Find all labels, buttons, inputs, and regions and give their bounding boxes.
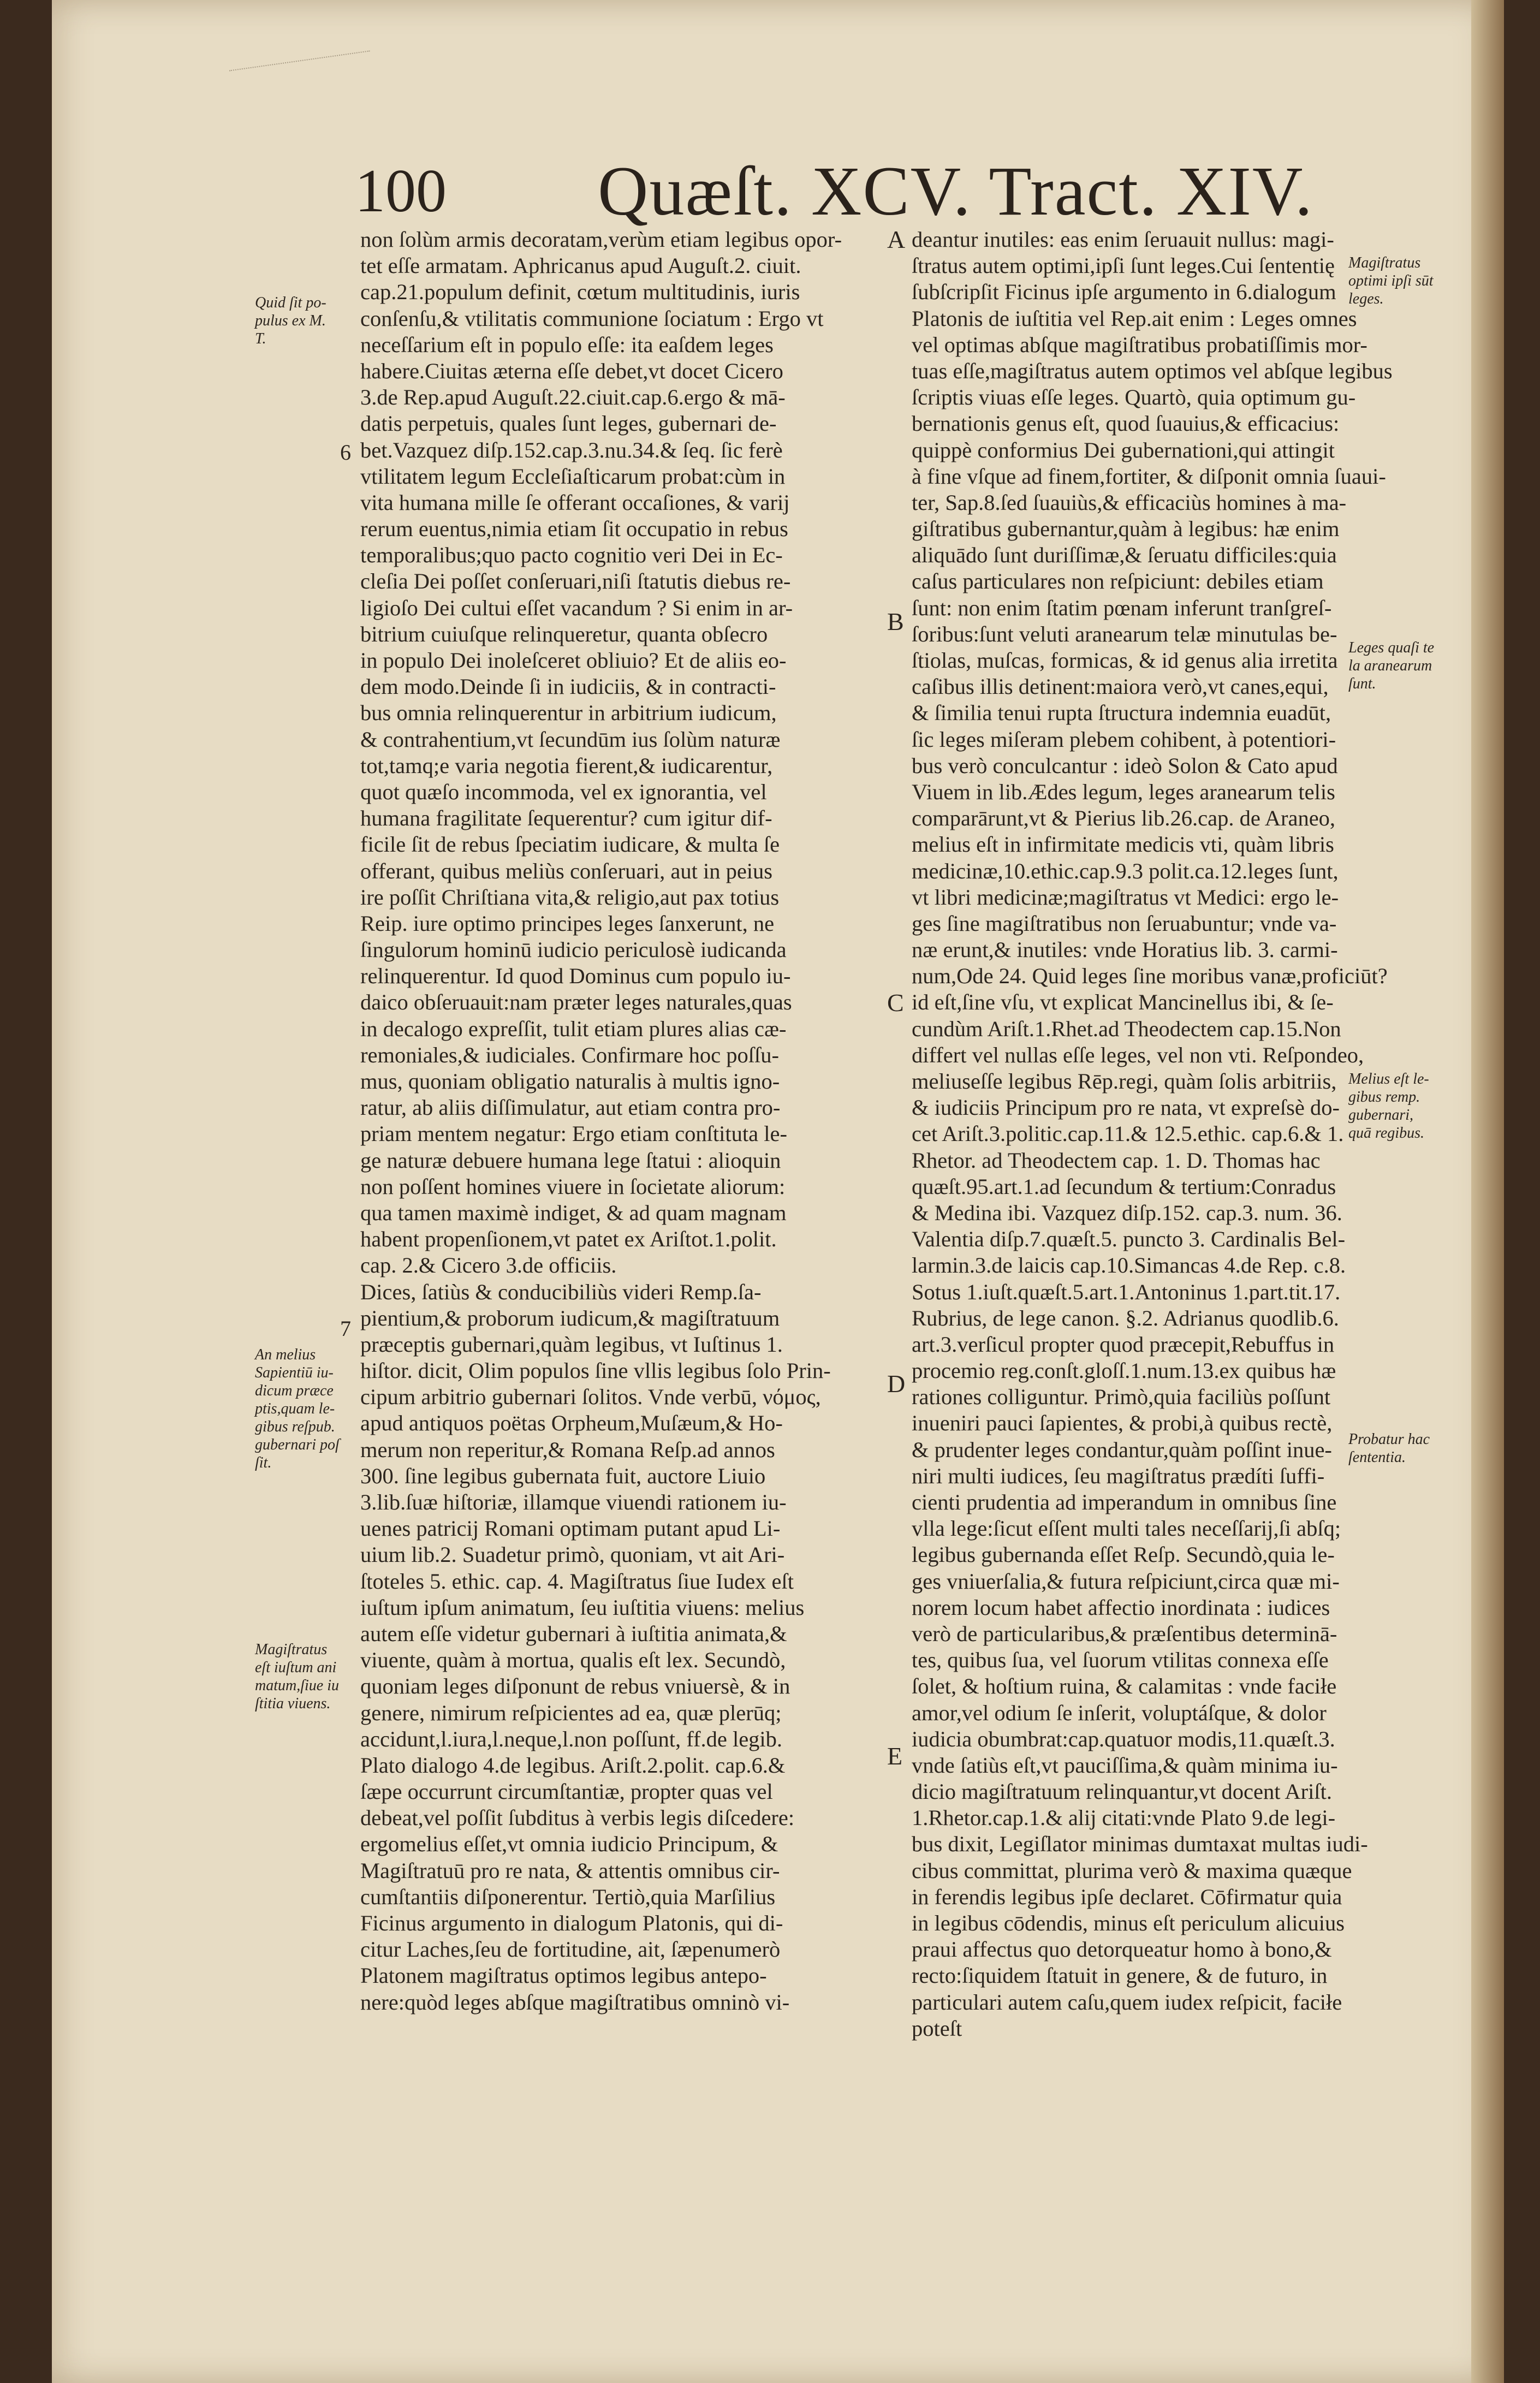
text-line: Ficinus argumento in dialogum Platonis, qui di- — [360, 1911, 783, 1935]
text-line: ſtoteles 5. ethic. cap. 4. Magiſtratus ſiue Iudex eſt — [360, 1568, 794, 1594]
text-line: nere:quòd leges abſque magiſtratibus omninò vi- — [360, 1989, 790, 2014]
section-letter-b: B — [887, 608, 904, 635]
text-line: ter, Sap.8.ſed ſuauiùs,& efficaciùs homines à ma- — [912, 490, 1347, 515]
page-header — [52, 152, 1504, 230]
text-line: priam mentem negatur: Ergo etiam conſtituta le- — [360, 1121, 787, 1146]
text-line: medicinæ,10.ethic.cap.9.3 polit.ca.12.leges ſunt, — [912, 858, 1339, 883]
text-line: ergomelius eſſet,vt omnia iudicio Principum, & — [360, 1832, 778, 1857]
text-line: neceſſarium eſt in populo eſſe: ita eaſdem leges — [360, 332, 774, 357]
text-line: caſibus illis detinent:maiora verò,vt canes,equi, — [912, 674, 1329, 699]
text-line: genere, nimirum reſpicientes ad ea, quæ plerūq; — [360, 1700, 782, 1725]
text-line: relinquerentur. Id quod Dominus cum populo iu- — [360, 964, 791, 989]
text-line: vlla lege:ſicut eſſent multi tales neceſſarij,ſi abſq; — [912, 1516, 1341, 1541]
text-line: legibus gubernanda eſſet Reſp. Secundò,quia le- — [912, 1542, 1335, 1567]
text-line: præceptis gubernari,quàm legibus, vt Iuſtinus 1. — [360, 1332, 783, 1357]
text-line: vtilitatem legum Eccleſiaſticarum probat:cùm in — [360, 463, 786, 489]
text-line: cleſia Dei poſſet conſeruari,niſi ſtatutis diebus re- — [360, 569, 791, 594]
text-line: ſæpe occurrunt circumſtantiæ, propter quas vel — [360, 1779, 773, 1804]
text-line: ficile ſit de rebus ſpeciatim iudicare, & multa ſe — [360, 832, 780, 857]
text-line: cap. 2.& Cicero 3.de officiis. — [360, 1253, 617, 1278]
margin-note-line: leges. — [1348, 290, 1384, 307]
text-line: næ erunt,& inutiles: vnde Horatius lib. 3. carmi- — [912, 937, 1338, 962]
margin-note-line: matum,ſiue iu — [255, 1677, 339, 1694]
text-line: vnde ſatiùs eſt,vt pauciſſima,& quàm minima iu- — [912, 1752, 1338, 1778]
text-line: & iudiciis Principum pro re nata, vt expreſsè do- — [912, 1095, 1340, 1120]
margin-note-line: dicum præce — [255, 1382, 334, 1399]
margin-note-line: pulus ex M. — [255, 312, 326, 329]
margin-note-line: gubernari, — [1348, 1107, 1413, 1124]
section-letter-c: C — [887, 989, 904, 1017]
text-line: rerum euentus,nimia etiam ſit occupatio in rebus — [360, 516, 788, 542]
text-line: amor,vel odium ſe inſerit, voluptáſque, & dolor — [912, 1700, 1327, 1725]
margin-note-left-2 — [255, 1346, 340, 1472]
margin-note-line: An melius — [255, 1346, 316, 1363]
text-line: giſtratibus gubernantur,quàm à legibus: hæ enim — [912, 516, 1340, 542]
text-line: differt vel nullas eſſe leges, vel non vti. Reſpondeo, — [912, 1042, 1364, 1067]
text-line: ge naturæ debuere humana lege ſtatui : alioquin — [360, 1148, 781, 1173]
text-line: id eſt,ſine vſu, vt explicat Mancinellus ibi, & ſe- — [912, 990, 1334, 1015]
text-line: Platonis de iuſtitia vel Rep.ait enim : Leges omnes — [912, 306, 1357, 331]
text-line: Platonem magiſtratus optimos legibus antepo- — [360, 1963, 767, 1988]
text-line: bus dixit, Legiſlator minimas dumtaxat multas iudi- — [912, 1832, 1368, 1857]
paragraph-number-6: 6 — [340, 440, 351, 465]
text-line: bus verò conculcantur : ideò Solon & Cato apud — [912, 753, 1338, 778]
margin-note-line: ptis,quam le- — [255, 1400, 335, 1417]
text-line: ſingulorum hominū iudicio periculosè iudicanda — [360, 937, 787, 962]
left-text-column — [360, 227, 879, 2016]
margin-note-line: ſunt. — [1348, 675, 1376, 692]
text-line: mus, quoniam obligatio naturalis à multis igno- — [360, 1069, 780, 1094]
text-line: rationes colliguntur. Primò,quia faciliùs poſſunt — [912, 1384, 1331, 1410]
text-line: vel optimas abſque magiſtratibus probatiſſimis mor- — [912, 332, 1367, 357]
text-line: iudicia obumbrat:cap.quatuor modis,11.quæſt.3. — [912, 1726, 1335, 1751]
margin-note-line: gibus remp. — [1348, 1089, 1420, 1106]
text-line: verò de particularibus,& præſentibus determinā- — [912, 1621, 1337, 1646]
margin-note-line: Melius eſt le- — [1348, 1071, 1429, 1087]
text-line: poteſt — [912, 2016, 962, 2041]
text-line: art.3.verſicul propter quod præcepit,Rebuffus in — [912, 1332, 1335, 1357]
text-line: Reip. iure optimo principes leges ſanxerunt, ne — [360, 911, 775, 936]
text-line: caſus particulares non reſpiciunt: debiles etiam — [912, 569, 1324, 594]
text-line: quæſt.95.art.1.ad ſecundum & tertium:Conradus — [912, 1174, 1336, 1199]
margin-note-line: optimi ipſi sūt — [1348, 272, 1434, 289]
text-line: in legibus cōdendis, minus eſt periculum alicuius — [912, 1911, 1345, 1935]
text-line: tuas eſſe,magiſtratus autem optimos vel abſque legibus — [912, 358, 1393, 383]
text-line: viuente, quàm à mortua, qualis eſt lex. Secundò, — [360, 1648, 786, 1673]
margin-note-line: T. — [255, 330, 266, 347]
text-line: norem locum habet affectio inordinata : iudices — [912, 1595, 1330, 1620]
text-line: iuſtum ipſum animatum, ſeu iuſtitia viuens: melius — [360, 1595, 805, 1620]
book-page — [52, 0, 1504, 2383]
text-line: apud antiquos poëtas Orpheum,Muſæum,& Ho- — [360, 1411, 783, 1436]
text-line: cundùm Ariſt.1.Rhet.ad Theodectem cap.15.Non — [912, 1016, 1341, 1041]
section-letter-e: E — [887, 1742, 903, 1770]
text-line: niri multi iudices, ſeu magiſtratus prædíti ſuffi- — [912, 1463, 1325, 1488]
text-line: 1.Rhetor.cap.1.& alij citati:vnde Plato 9.de legi- — [912, 1805, 1336, 1831]
margin-note-line: ſtitia viuens. — [255, 1695, 331, 1712]
margin-note-line: gubernari poſ — [255, 1436, 340, 1453]
text-line: ire poſſit Chriſtiana vita,& religio,aut pax totius — [360, 884, 780, 910]
margin-note-line: Magiſtratus — [255, 1641, 328, 1658]
text-line: ratur, ab aliis diſſimulatur, aut etiam contra pro- — [360, 1095, 781, 1120]
decorative-stamp-mark — [229, 50, 377, 120]
text-line: ſtratus autem optimi,ipſi ſunt leges.Cui ſententię — [912, 253, 1335, 278]
margin-note-line: la aranearum — [1348, 657, 1432, 674]
text-line: ſcriptis viuas eſſe leges. Quartò, quia optimum gu- — [912, 385, 1356, 410]
margin-note-line: eſt iuſtum ani — [255, 1659, 337, 1676]
text-line: recto:ſiquidem ſtatuit in genere, & de futuro, in — [912, 1963, 1328, 1988]
section-letter-d: D — [887, 1370, 906, 1398]
text-line: ges ſine magiſtratibus non ſeruabuntur; vnde va- — [912, 911, 1337, 936]
text-line: conſenſu,& vtilitatis communione ſociatum : Ergo vt — [360, 306, 824, 331]
text-line: & prudenter leges condantur,quàm poſſint inue- — [912, 1437, 1332, 1462]
text-line: bitrium cuiuſque relinqueretur, quanta obſecro — [360, 621, 768, 646]
text-line: Valentia diſp.7.quæſt.5. puncto 3. Cardinalis Bel- — [912, 1227, 1346, 1252]
text-line: qua tamen maximè indiget, & ad quam magnam — [360, 1200, 787, 1225]
margin-note-line: Leges quaſi te — [1348, 639, 1435, 656]
text-line: merum non reperitur,& Romana Reſp.ad annos — [360, 1437, 775, 1462]
text-line: hiſtor. dicit, Olim populos ſine vllis legibus ſolo Prin- — [360, 1358, 831, 1383]
section-letter-a: A — [887, 225, 906, 253]
text-line: ſoribus:ſunt veluti aranearum telæ minutulas be- — [912, 621, 1337, 646]
text-line: non poſſent homines viuere in ſocietate aliorum: — [360, 1174, 786, 1199]
text-line: Viuem in lib.Ædes legum, leges aranearum telis — [912, 779, 1335, 804]
text-line: 3.lib.ſuæ hiſtoriæ, illamque viuendi rationem iu- — [360, 1490, 787, 1514]
text-line: & contrahentium,vt ſecundūm ius ſolùm naturæ — [360, 727, 781, 752]
text-line: bernationis genus eſt, quod ſuauius,& efficacius: — [912, 411, 1340, 436]
text-line: ſubſcripſit Ficinus ipſe argumento in 6.dialogum — [912, 280, 1336, 305]
text-line: inueniri pauci ſapientes, & probi,à quibus rectè, — [912, 1411, 1333, 1436]
text-line: cap.21.populum definit, cœtum multitudinis, iuris — [360, 280, 800, 305]
text-line: offerant, quibus meliùs conſeruari, aut in peius — [360, 858, 773, 883]
text-line: & ſimilia tenui rupta ſtructura indemnia euadūt, — [912, 700, 1331, 726]
text-line: tes, quibus ſua, vel ſuorum vtilitas connexa eſſe — [912, 1648, 1329, 1673]
text-line: quippè conformius Dei gubernationi,qui attingit — [912, 437, 1335, 462]
text-line: pientium,& proborum iudicum,& magiſtratuum — [360, 1305, 780, 1330]
margin-note-line: Sapientiū iu- — [255, 1364, 334, 1381]
text-line: ges vniuerſalia,& futura reſpiciunt,circa quæ mi- — [912, 1568, 1340, 1594]
text-line: particulari autem caſu,quem iudex reſpicit, faciłe — [912, 1989, 1342, 2014]
paragraph-number-7: 7 — [340, 1316, 351, 1341]
margin-note-left-1 — [255, 294, 326, 348]
text-line: non ſolùm armis decoratam,verùm etiam legibus opor- — [360, 227, 842, 252]
text-line: Plato dialogo 4.de legibus. Ariſt.2.polit. cap.6.& — [360, 1752, 786, 1778]
text-line: cet Ariſt.3.politic.cap.11.& 12.5.ethic. cap.6.& 1. — [912, 1121, 1344, 1146]
text-line: accidunt,l.iura,l.neque,l.non poſſunt, ff.de legib. — [360, 1726, 783, 1751]
margin-note-right-2 — [1348, 639, 1434, 693]
text-line: tet eſſe armatam. Aphricanus apud Auguſt.2. ciuit. — [360, 253, 801, 278]
text-line: in ferendis legibus ipſe declaret. Cōfirmatur quia — [912, 1884, 1342, 1909]
text-line: citur Laches,ſeu de fortitudine, ait, ſæpenumerò — [360, 1937, 781, 1962]
text-line: praui affectus quo detorqueatur homo à bono,& — [912, 1937, 1332, 1962]
text-line: Dices, ſatiùs & conducibiliùs videri Remp.ſa- — [360, 1279, 762, 1304]
text-line: cibus committat, plurima verò & maxima quæque — [912, 1858, 1352, 1883]
text-line: uium lib.2. Suadetur primò, quoniam, vt ait Ari- — [360, 1542, 785, 1567]
text-line: deantur inutiles: eas enim ſeruauit nullus: magi- — [912, 227, 1334, 252]
text-line: bus omnia relinquerentur in arbitrium iudicum, — [360, 700, 777, 726]
text-line: tot,tamq;e varia negotia fierent,& iudicarentur, — [360, 753, 773, 778]
margin-note-right-1 — [1348, 254, 1434, 308]
text-line: melius eſt in infirmitate medicis vti, quàm libris — [912, 832, 1334, 857]
text-line: vita humana mille ſe offerant occaſiones, & varij — [360, 490, 790, 515]
text-line: ſolet, & hoſtium ruina, & calamitas : vnde faciłe — [912, 1674, 1337, 1699]
text-line: habere.Ciuitas æterna eſſe debet,vt docet Cicero — [360, 358, 783, 383]
running-head: Quæſt. XCV. Tract. XIV. — [598, 152, 1313, 230]
text-line: Sotus 1.iuſt.quæſt.5.art.1.Antoninus 1.part.tit.17. — [912, 1279, 1341, 1304]
margin-note-line: ſententia. — [1348, 1449, 1406, 1466]
text-line: ſtiolas, muſcas, formicas, & id genus alia irretita — [912, 648, 1338, 673]
page-edge — [1471, 0, 1504, 2383]
text-line: cumſtantiis diſponerentur. Tertiò,quia Marſilius — [360, 1884, 776, 1909]
text-line: larmin.3.de laicis cap.10.Simancas 4.de Rep. c.8. — [912, 1253, 1346, 1278]
margin-note-line: Magiſtratus — [1348, 254, 1421, 271]
text-line: comparārunt,vt & Pierius lib.26.cap. de Araneo, — [912, 806, 1336, 831]
text-line: procemio reg.conſt.gloſſ.1.num.13.ex quibus hæ — [912, 1358, 1336, 1383]
text-line: in populo Dei inoleſceret obliuio? Et de aliis eo- — [360, 648, 787, 673]
text-line: quot quæſo incommoda, vel ex ignorantia, vel — [360, 779, 767, 804]
margin-note-line: quā regibus. — [1348, 1125, 1424, 1142]
text-line: aliquādo ſunt duriſſimæ,& ſeruatu difficiles:quia — [912, 543, 1337, 568]
margin-note-right-3 — [1348, 1070, 1429, 1142]
text-line: remoniales,& iudiciales. Confirmare hoc poſſu- — [360, 1042, 780, 1067]
text-line: autem eſſe videtur gubernari à iuſtitia animata,& — [360, 1621, 787, 1646]
text-line: quoniam leges diſponunt de rebus vniuersè, & in — [360, 1674, 790, 1699]
text-line: & Medina ibi. Vazquez diſp.152. cap.3. num. 36. — [912, 1200, 1342, 1225]
text-line: ſic leges miſeram plebem cohibent, à potentiori- — [912, 727, 1336, 752]
text-line: temporalibus;quo pacto cognitio veri Dei in Ec- — [360, 543, 783, 568]
text-line: daico obſeruauit:nam præter leges naturales,quas — [360, 990, 792, 1015]
margin-note-line: Probatur hac — [1348, 1431, 1430, 1448]
text-line: Rhetor. ad Theodectem cap. 1. D. Thomas hac — [912, 1148, 1321, 1173]
text-line: cipum arbitrio gubernari ſolitos. Vnde verbū, νόμος, — [360, 1384, 821, 1410]
text-line: 300. ſine legibus gubernata fuit, auctore Liuio — [360, 1463, 766, 1488]
text-line: bet.Vazquez diſp.152.cap.3.nu.34.& ſeq. ſic ferè — [360, 437, 783, 462]
text-line: à fine vſque ad finem,fortiter, & diſponit omnia ſuaui- — [912, 463, 1386, 489]
text-line: dicio magiſtratuum relinquantur,vt docent Ariſt. — [912, 1779, 1332, 1804]
text-line: Rubrius, de lege canon. §.2. Adrianus quodlib.6. — [912, 1305, 1339, 1330]
margin-note-line: ſit. — [255, 1454, 272, 1471]
text-line: ſunt: non enim ſtatim pœnam inferunt tranſgreſ- — [912, 595, 1332, 620]
text-line: humana fragilitate ſequerentur? cum igitur dif- — [360, 806, 772, 831]
text-line: uenes patricij Romani optimam putant apud Li- — [360, 1516, 781, 1541]
text-line: meliuseſſe legibus Rēp.regi, quàm ſolis arbitriis, — [912, 1069, 1337, 1094]
text-line: 3.de Rep.apud Auguſt.22.ciuit.cap.6.ergo & mā- — [360, 385, 786, 410]
text-line: datis perpetuis, quales ſunt leges, gubernari de- — [360, 411, 777, 436]
margin-note-left-3 — [255, 1641, 339, 1713]
margin-note-line: Quid ſit po- — [255, 294, 326, 311]
margin-note-line: gibus reſpub. — [255, 1418, 335, 1435]
text-line: cienti prudentia ad imperandum in omnibus ſine — [912, 1490, 1337, 1514]
margin-note-right-4 — [1348, 1430, 1430, 1466]
text-line: ligioſo Dei cultui eſſet vacandum ? Si enim in ar- — [360, 595, 793, 620]
text-line: Magiſtratuū pro re nata, & attentis omnibus cir- — [360, 1858, 780, 1883]
text-line: vt libri medicinæ;magiſtratus vt Medici: ergo le- — [912, 884, 1339, 910]
text-line: dem modo.Deinde ſi in iudiciis, & in contracti- — [360, 674, 776, 699]
text-line: in decalogo expreſſit, tulit etiam plures alias cæ- — [360, 1016, 787, 1041]
text-line: habent propenſionem,vt patet ex Ariſtot.1.polit. — [360, 1227, 777, 1252]
text-line: debeat,vel poſſit ſubditus à verbis legis diſcedere: — [360, 1805, 795, 1831]
page-number: 100 — [355, 157, 447, 225]
text-line: num,Ode 24. Quid leges ſine moribus vanæ,proficiūt? — [912, 964, 1388, 989]
